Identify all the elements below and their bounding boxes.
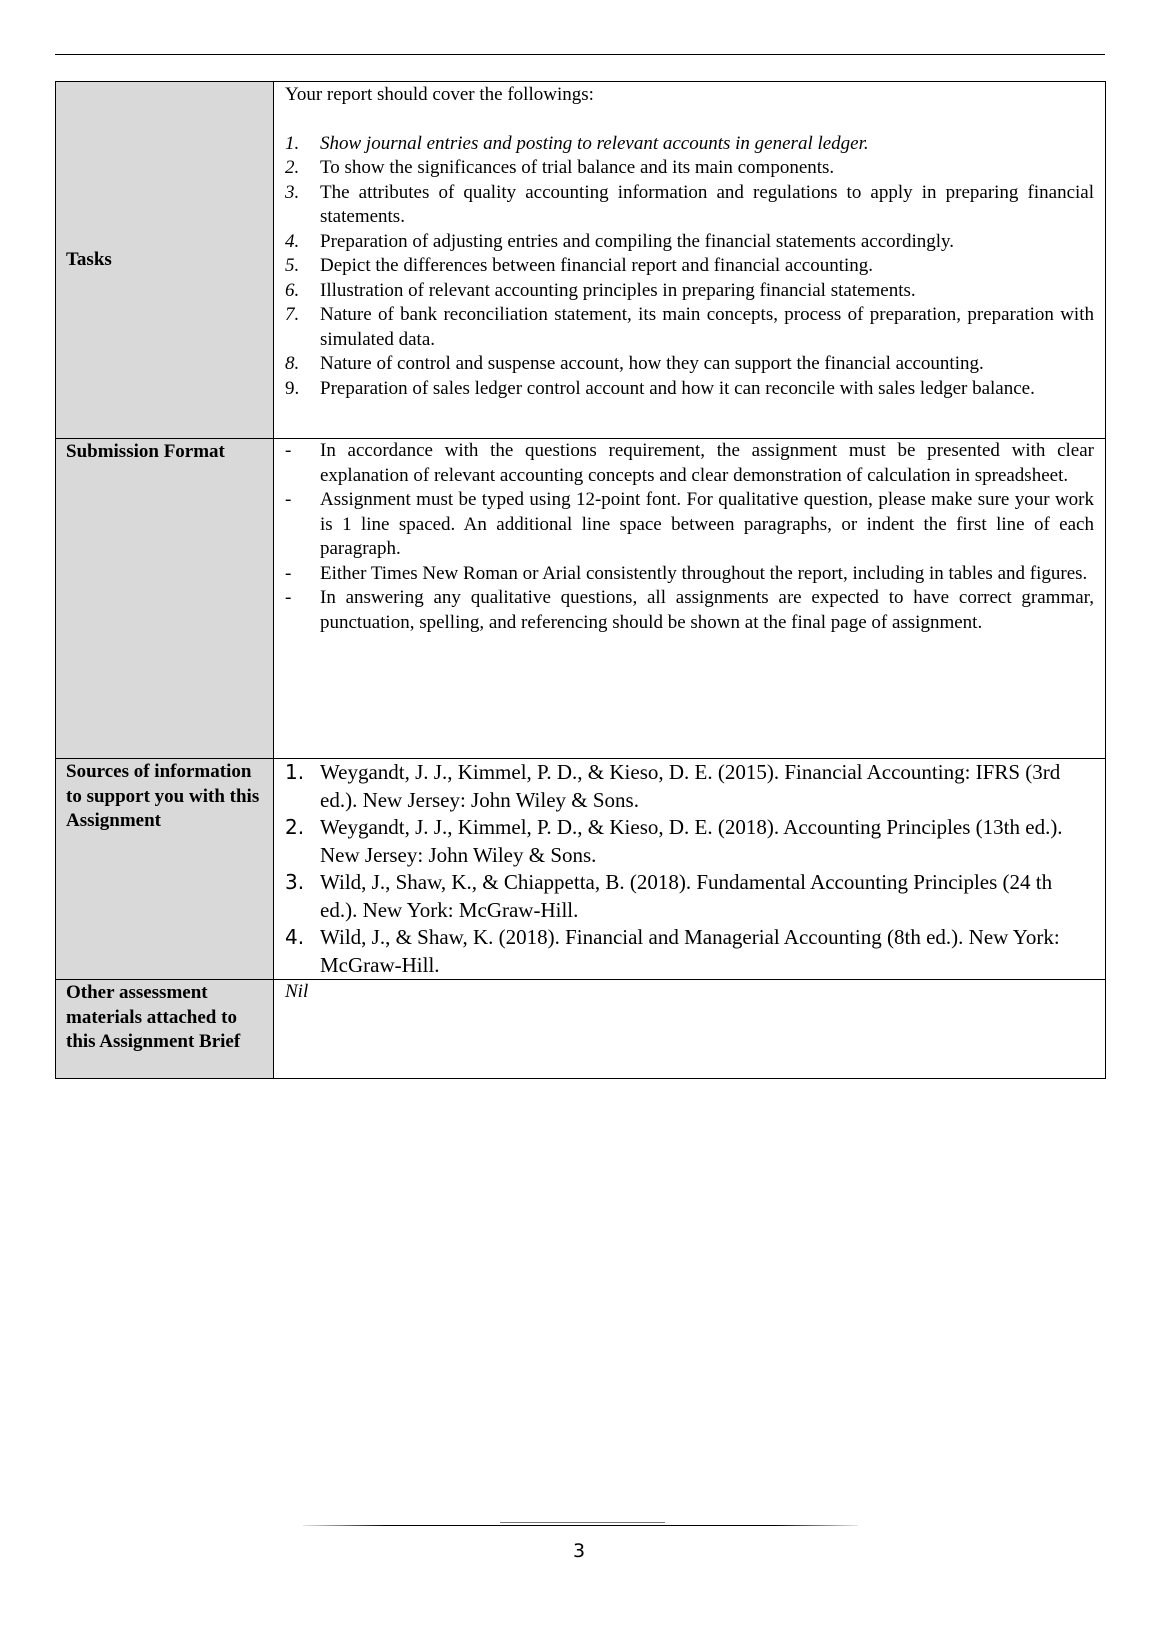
task-item: 7. Nature of bank reconciliation statement, its main concepts, process of preparation, preparation with simulated data.: [285, 304, 1094, 350]
other-materials-row: [56, 980, 1106, 1079]
task-item: 9. Preparation of sales ledger control account and how it can reconcile with sales ledger balance.: [285, 377, 1035, 399]
task-item: 2. To show the significances of trial balance and its main components.: [285, 157, 835, 178]
other-materials-value: Nil: [274, 980, 1106, 1079]
submission-item: - Assignment must be typed using 12-point font. For qualitative question, please make sure your work is 1 line spaced. An additional line space between paragraphs, or indent the first line of each paragraph.: [285, 489, 1094, 559]
tasks-intro: Your report should cover the followings:: [285, 84, 594, 105]
submission-item: - In answering any qualitative questions, all assignments are expected to have correct grammar, punctuation, spelling, and referencing should be shown at the final page of assignment.: [285, 587, 1094, 633]
page-number: 3: [572, 1540, 586, 1562]
task-item: 4. Preparation of adjusting entries and compiling the financial statements accordingly.: [285, 230, 955, 252]
task-item: 8. Nature of control and suspense account, how they can support the financial accounting.: [285, 353, 984, 374]
source-item: 4. Wild, J., & Shaw, K. (2018). Financial and Managerial Accounting (8th ed.). New York: McGraw-Hill.: [285, 925, 1060, 977]
assignment-brief-table: [55, 81, 1106, 1079]
sources-row: [56, 759, 1106, 980]
footer-rule-accent: [500, 1522, 665, 1523]
task-item: 3. The attributes of quality accounting information and regulations to apply in preparing financial statements.: [285, 181, 1094, 227]
sources-content: [274, 759, 1106, 980]
source-item: 1. Weygandt, J. J., Kimmel, P. D., & Kieso, D. E. (2015). Financial Accounting: IFRS (3rd ed.). New Jersey: John Wiley & Sons.: [285, 760, 1061, 812]
tasks-row: [56, 82, 1106, 439]
source-item: 3. Wild, J., Shaw, K., & Chiappetta, B. (2018). Fundamental Accounting Principles (24 th ed.). New York: McGraw-Hill.: [285, 870, 1053, 922]
task-item: 1. Show journal entries and posting to relevant accounts in general ledger.: [285, 132, 869, 154]
footer-rule: [303, 1525, 858, 1526]
submission-item: - Either Times New Roman or Arial consistently throughout the report, including in tables and figures.: [285, 562, 1088, 584]
submission-format-content: [274, 439, 1106, 759]
other-materials-label: Other assessment materials attached to this Assignment Brief: [56, 980, 274, 1079]
submission-format-label: Submission Format: [56, 439, 274, 759]
tasks-content: [274, 82, 1106, 439]
header-rule: [55, 54, 1105, 55]
task-item: 5. Depict the differences between financial report and financial accounting.: [285, 255, 874, 276]
submission-format-row: [56, 439, 1106, 759]
tasks-label: Tasks: [56, 82, 274, 439]
task-item: 6. Illustration of relevant accounting principles in preparing financial statements.: [285, 279, 916, 301]
submission-item: - In accordance with the questions requirement, the assignment must be presented with clear explanation of relevant accounting concepts and clear demonstration of calculation in spreadsheet.: [285, 440, 1094, 486]
source-item: 2. Weygandt, J. J., Kimmel, P. D., & Kieso, D. E. (2018). Accounting Principles (13th ed.). New Jersey: John Wiley & Sons.: [285, 815, 1063, 867]
sources-label: Sources of information to support you with this Assignment: [56, 759, 274, 980]
